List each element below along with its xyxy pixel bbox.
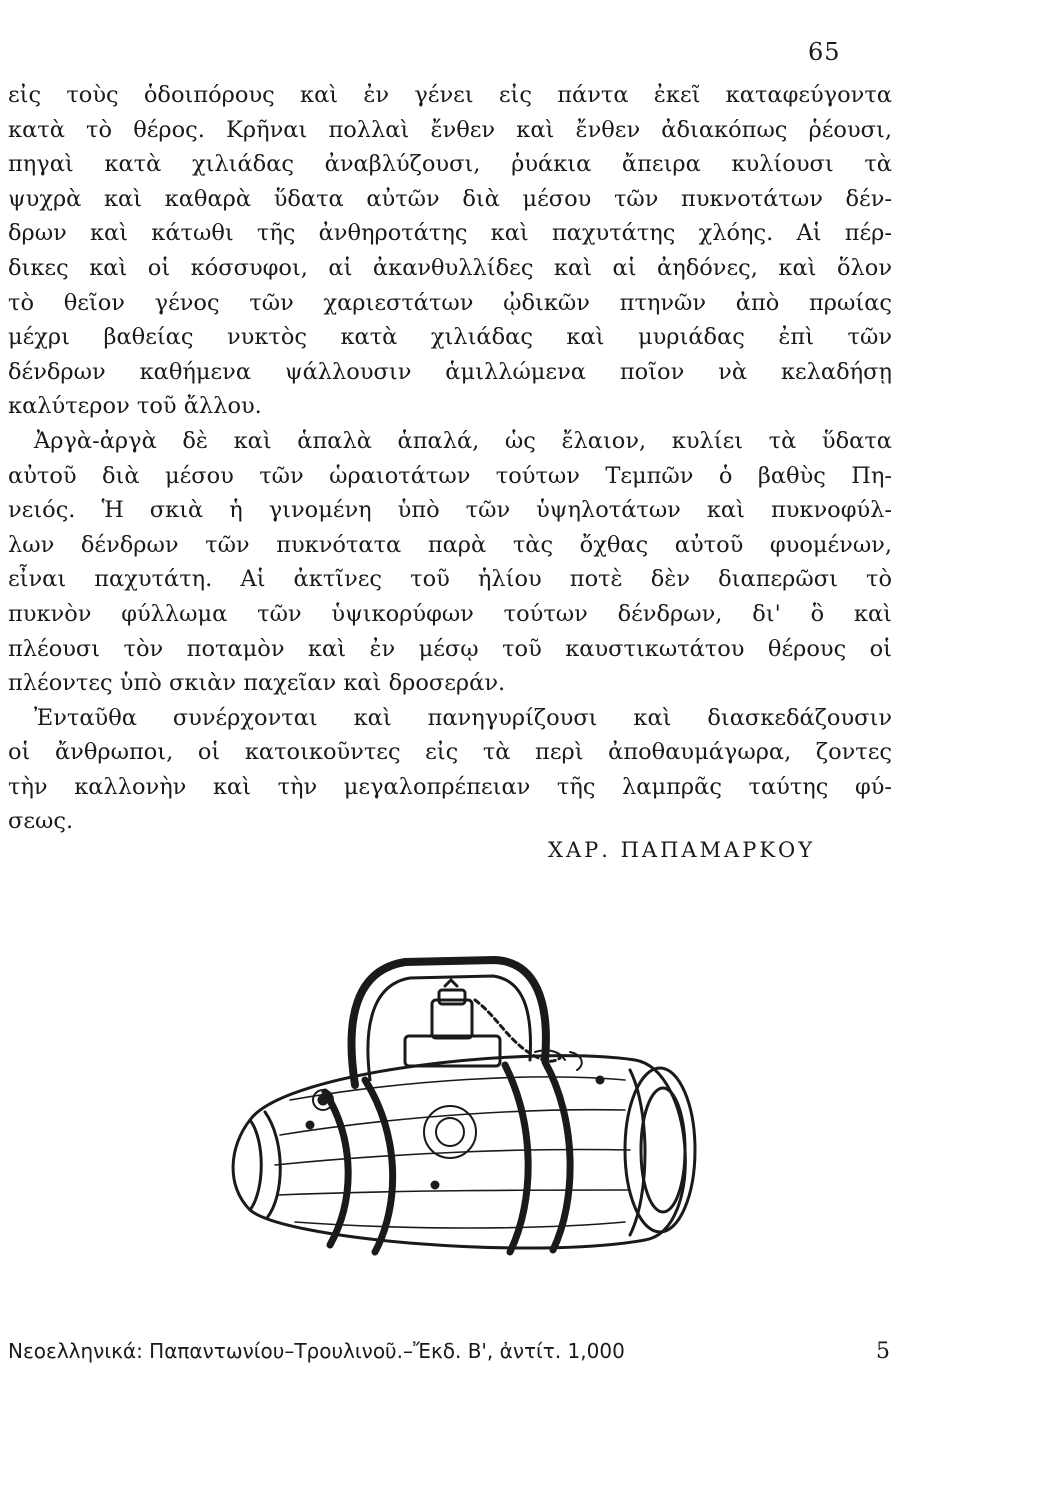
text-line: Ἐνταῦθα συνέρχονται καὶ πανηγυρίζουσι καὶ διασκεδάζουσιν [34, 704, 892, 731]
text-line: σεως. [8, 808, 74, 835]
text-line: τὴν καλλονὴν καὶ τὴν μεγαλοπρέπειαν τῆς λαμπρᾶς ταύτης φύ- [8, 773, 892, 800]
text-line: Ἀργὰ-ἀργὰ δὲ καὶ ἁπαλὰ ἁπαλά, ὡς ἔλαιον, κυλίει τὰ ὕδατα [34, 427, 892, 454]
text-line: δένδρων καθήμενα ψάλλουσιν ἁμιλλώμενα ποῖον νὰ κελαδήσῃ [8, 358, 892, 385]
text-line: οἱ ἄνθρωποι, οἱ κατοικοῦντες εἰς τὰ περὶ ἀποθαυμάγωρα, ζοντες [8, 739, 892, 766]
text-line: αὐτοῦ διὰ μέσου τῶν ὡραιοτάτων τούτων Τεμπῶν ὁ βαθὺς Πη- [8, 462, 892, 489]
text-line: δρων καὶ κάτωθι τῆς ἀνθηροτάτης καὶ παχυτάτης χλόης. Αἱ πέρ- [8, 220, 892, 247]
text-line: τὸ θεῖον γένος τῶν χαριεστάτων ᾠδικῶν πτηνῶν ἀπὸ πρωίας [8, 289, 892, 316]
footer-sheet-number: 5 [876, 1339, 890, 1364]
text-line: πυκνὸν φύλλωμα τῶν ὑψικορύφων τούτων δένδρων, δι' ὃ καὶ [8, 600, 892, 627]
text-line: μέχρι βαθείας νυκτὸς κατὰ χιλιάδας καὶ μυριάδας ἐπὶ τῶν [8, 324, 892, 351]
text-line: κατὰ τὸ θέρος. Κρῆναι πολλαὶ ἔνθεν καὶ ἔνθεν ἀδιακόπως ῥέουσι, [8, 116, 892, 143]
body-text [8, 78, 892, 839]
text-line: νειός. Ἡ σκιὰ ἡ γινομένη ὑπὸ τῶν ὑψηλοτάτων καὶ πυκνοφύλ- [8, 497, 892, 524]
text-line: δικες καὶ οἱ κόσσυφοι, αἱ ἀκανθυλλίδες καὶ αἱ ἀηδόνες, καὶ ὅλον [8, 254, 892, 281]
footer-credit: Νεοελληνικά: Παπαντωνίου–Τρουλινοῦ.–Ἔκδ. Β', ἀντίτ. 1,000 [8, 1339, 625, 1363]
barrel-stopper [432, 1000, 472, 1038]
page-number: 65 [808, 38, 841, 66]
text-line: ψυχρὰ καὶ καθαρὰ ὕδατα αὐτῶν διὰ μέσου τῶν πυκνοτάτων δέν- [8, 185, 892, 212]
text-line: λων δένδρων τῶν πυκνότατα παρὰ τὰς ὄχθας αὐτοῦ φυομένων, [8, 531, 892, 558]
barrel-hoop [325, 1092, 348, 1245]
text-line: πλέουσι τὸν ποταμὸν καὶ ἐν μέσῳ τοῦ καυστικωτάτου θέρους οἱ [8, 635, 892, 662]
text-line: εἶναι παχυτάτη. Αἱ ἀκτῖνες τοῦ ἡλίου ποτὲ δὲν διαπερῶσι τὸ [8, 566, 892, 593]
text-line: πηγαὶ κατὰ χιλιάδας ἀναβλύζουσι, ῥυάκια ἄπειρα κυλίουσι τὰ [8, 151, 892, 178]
text-line: καλύτερον τοῦ ἄλλου. [8, 393, 262, 420]
text-line: εἰς τοὺς ὁδοιπόρους καὶ ἐν γένει εἰς πάντα ἐκεῖ καταφεύγοντα [8, 82, 892, 108]
author-signature: ΧΑΡ. ΠΑΠΑΜΑΡΚΟΥ [548, 838, 816, 862]
text-line: πλέοντες ὑπὸ σκιὰν παχεῖαν καὶ δροσεράν. [8, 670, 506, 697]
footer [0, 1339, 1047, 1369]
barrel-illustration [205, 940, 715, 1270]
